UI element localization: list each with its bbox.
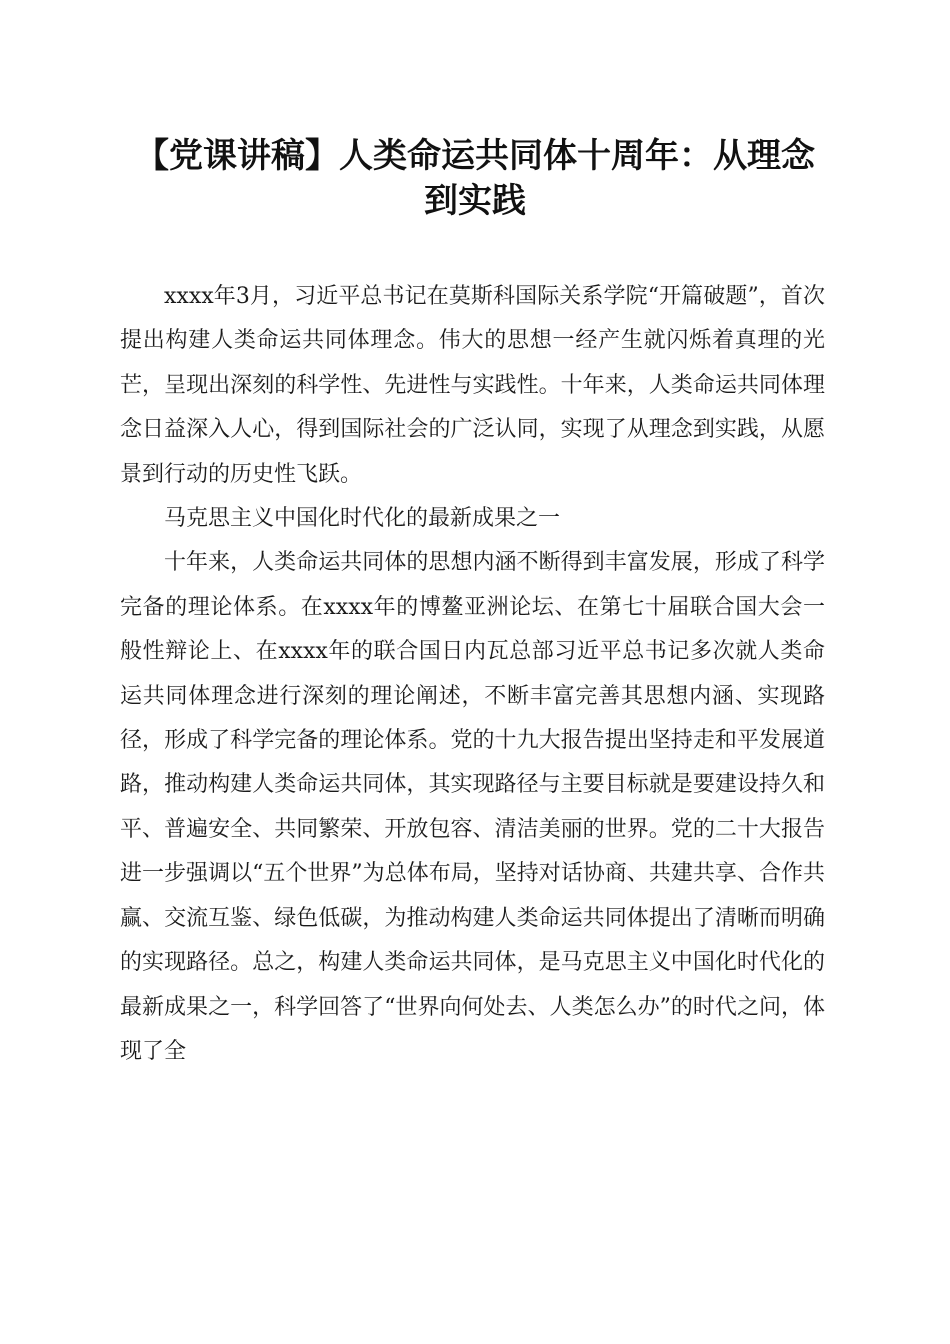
document-title: 【党课讲稿】人类命运共同体十周年：从理念到实践 (135, 136, 815, 221)
body-paragraph: xxxx年3月，习近平总书记在莫斯科国际关系学院“开篇破题”，首次提出构建人类命运共同体理念。伟大的思想一经产生就闪烁着真理的光芒，呈现出深刻的科学性、先进性与实践性。十年来，人类命运共同体理念日益深入人心，得到国际社会的广泛认同，实现了从理念到实践，从愿景到行动的历史性飞跃。 (120, 284, 825, 487)
body-paragraph: 十年来，人类命运共同体的思想内涵不断得到丰富发展，形成了科学完备的理论体系。在xxxx年的博鳌亚洲论坛、在第七十届联合国大会一般性辩论上、在xxxx年的联合国日内瓦总部习近平总书记多次就人类命运共同体理念进行深刻的理论阐述，不断丰富完善其思想内涵、实现路径，形成了科学完备的理论体系。党的十九大报告提出坚持走和平发展道路，推动构建人类命运共同体，其实现路径与主要目标就是要建设持久和平、普遍安全、共同繁荣、开放包容、清洁美丽的世界。党的二十大报告进一步强调以“五个世界”为总体布局，坚持对话协商、共建共享、合作共赢、交流互鉴、绿色低碳，为推动构建人类命运共同体提出了清晰而明确的实现路径。总之，构建人类命运共同体，是马克思主义中国化时代化的最新成果之一，科学回答了“世界向何处去、人类怎么办”的时代之问，体现了全 (120, 550, 825, 1064)
section-heading: 马克思主义中国化时代化的最新成果之一 (164, 506, 561, 532)
document-body (120, 275, 825, 1074)
